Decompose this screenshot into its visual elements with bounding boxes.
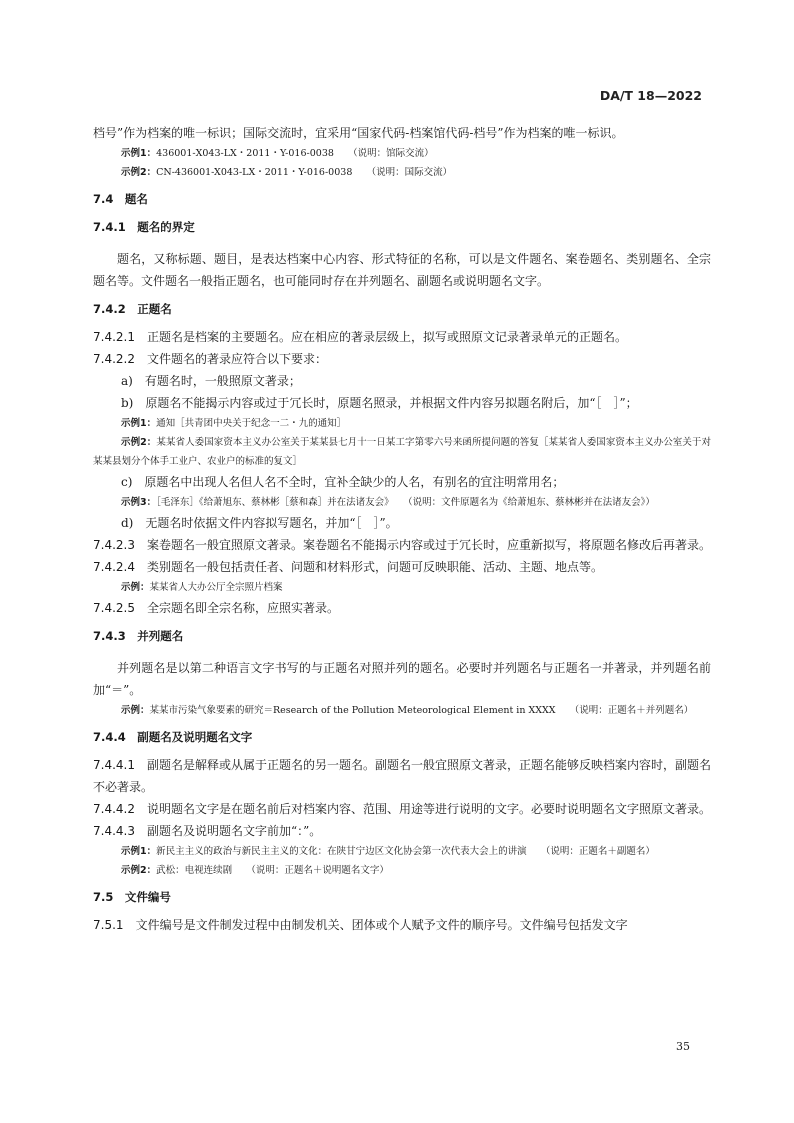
example-text: 新民主主义的政治与新民主主义的文化：在陕甘宁边区文化协会第一次代表大会上的讲演 （说明：正题名＋副题名） — [156, 846, 655, 857]
paragraph: 题名，又称标题、题目，是表达档案中心内容、形式特征的名称，可以是文件题名、案卷题名、类别题名、全宗题名等。文件题名一般指正题名，也可能同时存在并列题名、副题名或说明题名文字。 — [93, 252, 711, 288]
clause — [93, 597, 711, 619]
section-title: 副题名及说明题名文字 — [137, 730, 253, 744]
clause-text: 案卷题名一般宜照原文著录。案卷题名不能揭示内容或过于冗长时，应重新拟写，将原题名修改后再著录。 — [147, 538, 712, 552]
example — [93, 433, 711, 471]
example — [93, 842, 711, 861]
clause — [93, 914, 711, 936]
clause-number: 7.4.2.4 — [93, 560, 135, 574]
clause-number: 7.5.1 — [93, 918, 124, 932]
list-item: a) 有题名时，一般照原文著录； — [121, 374, 301, 388]
paragraph: 并列题名是以第二种语言文字书写的与正题名对照并列的题名。必要时并列题名与正题名一并著录，并列题名前加“＝”。 — [93, 661, 711, 697]
list-item: d) 无题名时依据文件内容拟写题名，并加“［ ］”。 — [121, 516, 398, 530]
clause-text: 全宗题名即全宗名称，应照实著录。 — [147, 601, 340, 615]
clause-text: 文件题名的著录应符合以下要求： — [147, 352, 328, 366]
section-heading — [93, 298, 711, 320]
example-label: 示例： — [121, 582, 150, 593]
clause-number: 7.4.2.2 — [93, 352, 135, 366]
example-text: 436001-X043-LX・2011・Y-016-0038 （说明：馆际交流） — [156, 148, 434, 159]
clause — [93, 534, 711, 556]
paragraph: 档号”作为档案的唯一标识；国际交流时，宜采用“国家代码-档案馆代码-档号”作为档案的唯一标识。 — [93, 126, 624, 140]
clause-number: 7.4.2.3 — [93, 538, 135, 552]
section-title: 并列题名 — [137, 629, 184, 643]
example — [93, 861, 711, 880]
example — [93, 144, 711, 163]
clause-text: 副题名是解释或从属于正题名的另一题名。副题名一般宜照原文著录，正题名能够反映档案内容时，副题名不必著录。 — [93, 758, 712, 794]
section-heading — [93, 188, 711, 210]
example-text: 武松：电视连续剧 （说明：正题名＋说明题名文字） — [156, 865, 389, 876]
section-heading — [93, 886, 711, 908]
section-number: 7.4.1 — [93, 220, 126, 234]
example-text: CN-436001-X043-LX・2011・Y-016-0038 （说明：国际交流） — [156, 167, 453, 178]
section-title: 正题名 — [137, 302, 172, 316]
example-label: 示例： — [121, 705, 150, 716]
clause-number: 7.4.2.5 — [93, 601, 135, 615]
example-label: 示例1： — [121, 148, 157, 159]
example-text: 某某省人大办公厅全宗照片档案 — [149, 582, 283, 593]
clause-text: 类别题名一般包括责任者、问题和材料形式，问题可反映职能、活动、主题、地点等。 — [147, 560, 604, 574]
clause-number: 7.4.2.1 — [93, 330, 135, 344]
example — [93, 414, 711, 433]
clause-text: 副题名及说明题名文字前加“：”。 — [147, 824, 322, 838]
example-text: ［毛泽东］《给萧旭东、蔡林彬［蔡和森］并在法诸友会》 （说明：文件原题名为《给萧旭东、蔡林彬并在法诸友会》） — [156, 497, 655, 508]
clause-number: 7.4.4.2 — [93, 802, 135, 816]
clause — [93, 754, 711, 798]
list-item: c) 原题名中出现人名但人名不全时，宜补全缺少的人名，有别名的宜注明常用名； — [121, 475, 565, 489]
example — [93, 578, 711, 597]
clause-text: 说明题名文字是在题名前后对档案内容、范围、用途等进行说明的文字。必要时说明题名文字照原文著录。 — [147, 802, 712, 816]
section-title: 文件编号 — [124, 890, 171, 904]
example-label: 示例2： — [121, 865, 157, 876]
example-label: 示例1： — [121, 418, 157, 429]
example-label: 示例2： — [121, 437, 157, 448]
example-text: 某某省人委国家资本主义办公室关于某某县七月十一日某工字第零六号来函所提问题的答复［某某省人委国家资本主义办公室关于对某某县划分个体手工业户、农业户的标准的复文］ — [93, 437, 711, 467]
example — [93, 493, 711, 512]
clause — [93, 326, 711, 348]
section-heading — [93, 625, 711, 647]
section-heading — [93, 726, 711, 748]
section-number: 7.5 — [93, 890, 114, 904]
list-item: b) 原题名不能揭示内容或过于冗长时，原题名照录，并根据文件内容另拟题名附后，加“［ ］”； — [121, 396, 638, 410]
clause — [93, 348, 711, 370]
clause-number: 7.4.4.1 — [93, 758, 135, 772]
clause-text: 正题名是档案的主要题名。应在相应的著录层级上，拟写或照原文记录著录单元的正题名。 — [147, 330, 628, 344]
page-body — [93, 122, 711, 936]
example — [93, 701, 711, 720]
example-label: 示例2： — [121, 167, 157, 178]
clause-text: 文件编号是文件制发过程中由制发机关、团体或个人赋予文件的顺序号。文件编号包括发文字 — [135, 918, 628, 932]
clause — [93, 820, 711, 842]
example-label: 示例1： — [121, 846, 157, 857]
standard-code: DA/T 18—2022 — [599, 88, 702, 103]
section-number: 7.4.3 — [93, 629, 126, 643]
example — [93, 163, 711, 182]
clause-number: 7.4.4.3 — [93, 824, 135, 838]
section-number: 7.4.4 — [93, 730, 126, 744]
page-number: 35 — [676, 1040, 690, 1053]
section-number: 7.4.2 — [93, 302, 126, 316]
example-text: 通知［共青团中央关于纪念一二・九的通知］ — [156, 418, 347, 429]
example-label: 示例3： — [121, 497, 157, 508]
clause — [93, 798, 711, 820]
section-heading — [93, 216, 711, 238]
clause — [93, 556, 711, 578]
example-text: 某某市污染气象要素的研究＝Research of the Pollution Meteorological Element in XXXX （说明：正题名＋并列题名） — [149, 705, 694, 716]
section-title: 题名 — [124, 192, 148, 206]
section-title: 题名的界定 — [137, 220, 195, 234]
section-number: 7.4 — [93, 192, 114, 206]
